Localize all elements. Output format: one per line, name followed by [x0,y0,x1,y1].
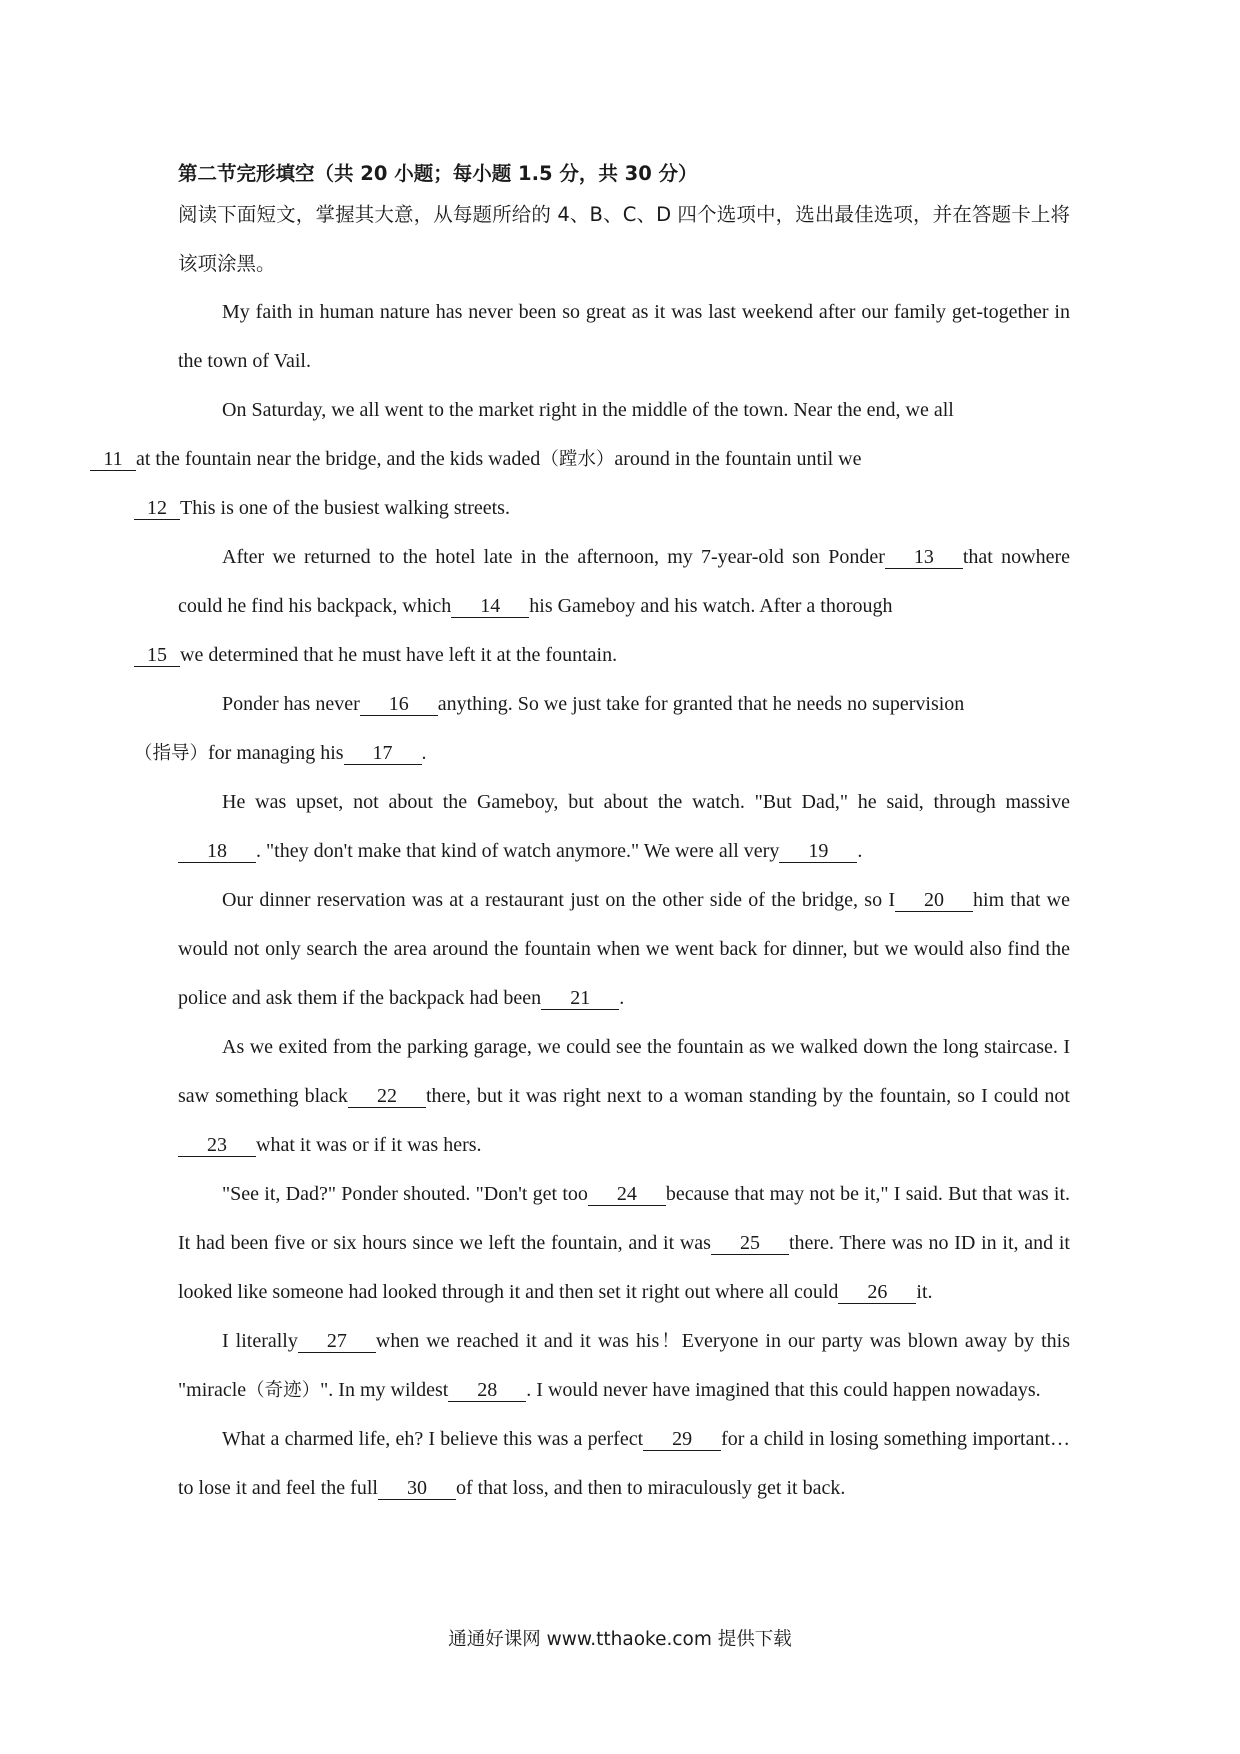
blank-19[interactable]: 19 [779,840,857,863]
section-title: 第二节完形填空（共 20 小题；每小题 1.5 分，共 30 分） [178,162,698,185]
text: "See it, Dad?" Ponder shouted. "Don't get too [222,1183,588,1205]
text: there. There was no ID in it, and it looked like someone had looked through it and then set it right out where all could [178,1232,1070,1303]
text: Our dinner reservation was at a restaurant just on the other side of the bridge, so I [222,889,896,911]
paragraph-6 [178,876,1070,1023]
text: that nowhere could he find his backpack, which [178,546,1070,617]
paragraph-7 [178,1023,1070,1170]
page-footer: 通通好课网 www.tthaoke.com 提供下载 [448,1629,792,1650]
blank-26[interactable]: 26 [838,1281,916,1304]
text: when we reached it and it was his [375,1330,660,1352]
paragraph-3 [147,533,1070,680]
blank-23[interactable]: 23 [178,1134,256,1157]
blank-27[interactable]: 27 [298,1330,376,1353]
blank-21[interactable]: 21 [541,987,619,1010]
text: ". In my wildest [320,1379,449,1401]
text: After we returned to the hotel late in the afternoon, my 7-year-old son Ponder [222,546,885,568]
text: . [857,840,863,862]
blank-16[interactable]: 16 [360,693,438,716]
text: I literally [222,1330,298,1352]
gloss: （蹚水） [540,449,615,470]
text: there, but it was right next to a woman standing by the fountain, so I could not [425,1085,1070,1107]
text: him that we would not only search the area around the fountain when we went back for dinner, but we would also find the police and ask them if the backpack had been [178,889,1070,1009]
blank-22[interactable]: 22 [348,1085,426,1108]
paragraph-10 [178,1415,1070,1513]
text: As we exited from the parking garage, we could see the fountain as we walked down the long staircase. I saw something black [178,1036,1070,1107]
paragraph-8 [178,1170,1070,1317]
paragraph-1: My faith in human nature has never been so great as it was last weekend after our family get-together in the town of Vail. [178,301,1070,372]
text: . [619,987,625,1009]
blank-30[interactable]: 30 [378,1477,456,1500]
text: we determined that he must have left it at the fountain. [180,644,618,666]
blank-18[interactable]: 18 [178,840,256,863]
text: This is one of the busiest walking streets. [180,497,510,519]
text: . I would never have imagined that this could happen nowadays. [526,1379,1041,1401]
text: He was upset, not about the Gameboy, but about the watch. "But Dad," he said, through massive [222,791,1070,813]
text: it. [916,1281,933,1303]
text: because that may not be it," I said. But that was it. It had been five or six hours since we left the fountain, and it was [178,1183,1071,1254]
text: On Saturday, we all went to the market right in the middle of the town. Near the end, we all [222,399,954,421]
paragraph-2 [103,386,1070,533]
text: his Gameboy and his watch. After a thorough [529,595,893,617]
text: What a charmed life, eh? I believe this was a perfect [222,1428,644,1450]
blank-14[interactable]: 14 [451,595,529,618]
text: at the fountain near the bridge, and the kids waded [136,448,541,470]
blank-20[interactable]: 20 [895,889,973,912]
blank-15[interactable]: 15 [134,644,180,667]
text: . "they don't make that kind of watch anymore." We were all very [256,840,780,862]
text: . [421,742,427,764]
blank-13[interactable]: 13 [885,546,963,569]
section-instruction: 阅读下面短文，掌握其大意，从每题所给的 4、B、C、D 四个选项中，选出最佳选项，并在答题卡上将该项涂黑。 [178,203,1070,275]
paragraph-5 [178,778,1070,876]
document-page [103,158,1071,1513]
blank-28[interactable]: 28 [448,1379,526,1402]
text: for managing his [208,742,344,764]
blank-29[interactable]: 29 [643,1428,721,1451]
text: for a child in losing something important…to lose it and feel the full [178,1428,1070,1499]
paragraph-4 [134,680,1070,778]
blank-25[interactable]: 25 [711,1232,789,1255]
text: Ponder has never [222,693,360,715]
exclamation-mark: ！ [659,1331,682,1352]
blank-12[interactable]: 12 [134,497,180,520]
gloss: （奇迹） [246,1380,321,1401]
gloss: （指导） [134,743,209,764]
blank-17[interactable]: 17 [344,742,422,765]
blank-11[interactable]: 11 [90,448,136,471]
text: anything. So we just take for granted that he needs no supervision [437,693,965,715]
text: around in the fountain until we [614,448,862,470]
paragraph-9 [178,1317,1070,1415]
text: of that loss, and then to miraculously get it back. [455,1477,846,1499]
text: Everyone in our party was blown away by this "miracle [178,1330,1070,1401]
text: what it was or if it was hers. [256,1134,482,1156]
blank-24[interactable]: 24 [588,1183,666,1206]
